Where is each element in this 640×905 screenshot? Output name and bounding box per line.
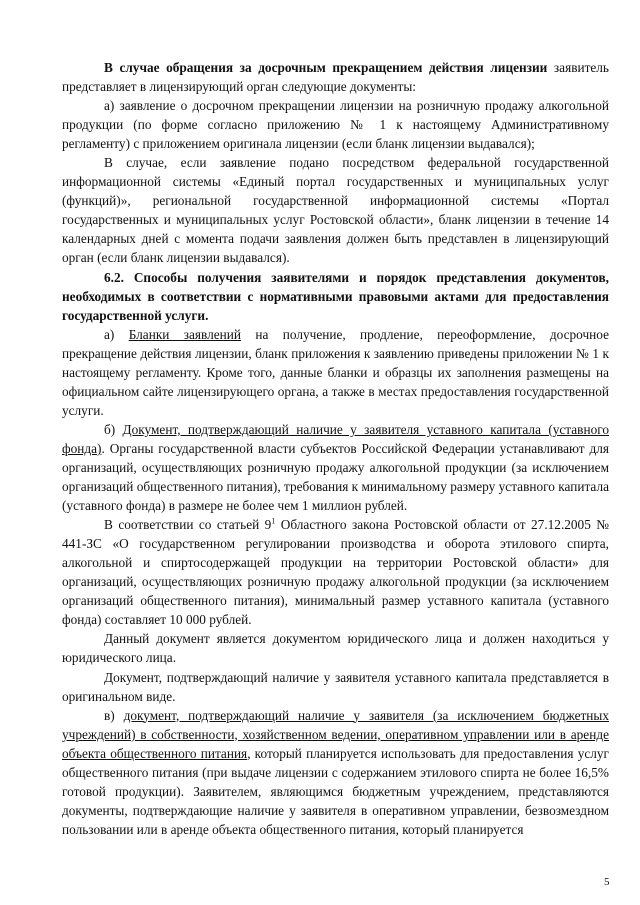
item-v-prefix: в)	[104, 707, 124, 723]
item-a-forms	[62, 325, 609, 420]
item-a-prefix: а)	[104, 326, 129, 342]
early-termination-intro-text: заявитель представляет в лицензирующий орган следующие документы:	[62, 60, 609, 95]
item-a-forms-link[interactable]: Бланки заявлений	[128, 326, 242, 342]
regional-law-text-1: В соответствии со статьей 9	[104, 517, 272, 533]
early-termination-heading: В случае обращения за досрочным прекращением действия лицензии	[104, 60, 548, 75]
item-b-text: . Органы государственной власти субъектов Российской Федерации устанавливают для организаций, осуществляющих розничную продажу алкогольной продукции (за исключением организаций общественного питания), требования к минимальному размеру уставного капитала (уставного фонда) в размере не более чем 1 миллион рублей.	[62, 440, 609, 514]
early-termination-intro	[62, 58, 609, 96]
item-b-prefix: б)	[104, 421, 123, 437]
legal-entity-document: Данный документ является документом юридического лица и должен находиться у юридического лица.	[62, 631, 609, 666]
item-v-text: , который планируется использовать для предоставления услуг общественного питания (при выдаче лицензии с содержанием этилового спирта не более 16,5% готовой продукции). Заявителем, являющимся бюджетным учреждением, представляются документы, подтверждающие наличие у заявителя в оперативном управлении, безвозмездном пользовании или в аренде объекта общественного питания, который планируется	[62, 745, 609, 837]
item-a-text: на получение, продление, переоформление, досрочное прекращение действия лицензии, бланк приложения к заявлению приведены приложении № 1 к настоящему регламенту. Кроме того, данные бланки и образцы их заполнения размещены на официальном сайте лицензирующего органа, а также в местах предоставления государственной услуги.	[62, 326, 609, 418]
item-v-catering-link[interactable]: документ, подтверждающий наличие у заявителя (за исключением бюджетных учреждений) в собственности, хозяйственном ведении, оперативном управлении или в аренде объекта общественного питания	[62, 707, 610, 761]
early-termination-item-a: а) заявление о досрочном прекращении лицензии на розничную продажу алкогольной продукции (по форме согласно приложению № 1 к настоящему Административному регламенту) с приложением оригинала лицензии (если бланк лицензии выдавался);	[62, 98, 609, 152]
article-superscript: 1	[271, 516, 276, 526]
page-body	[62, 58, 609, 839]
item-b-capital	[62, 420, 609, 515]
section-6-2-heading	[62, 268, 609, 325]
section-6-2-heading-text: 6.2. Способы получения заявителями и порядок представления документов, необходимых в соответствии с нормативными правовыми актами для предоставления государственной услуги.	[62, 269, 609, 323]
regional-law-text-2: Областного закона Ростовской области от 27.12.2005 № 441-ЗС «О государственном регулировании производства и оборота этилового спирта, алкогольной и спиртосодержащей продукции на территории Ростовской области» для организаций, осуществляющих розничную продажу алкогольной продукции (за исключением организаций общественного питания), минимальный размер уставного капитала (уставного фонда) составляет 10 000 рублей.	[62, 517, 609, 628]
page-number: 5	[604, 876, 610, 888]
original-document-note: Документ, подтверждающий наличие у заявителя уставного капитала представляется в оригинальном виде.	[62, 669, 609, 704]
item-v-catering	[62, 706, 609, 839]
item-b-capital-link[interactable]: Документ, подтверждающий наличие у заявителя уставного капитала (уставного фонда)	[62, 421, 609, 456]
epgu-submission-note: В случае, если заявление подано посредством федеральной государственной информационной системы «Единый портал государственных и муниципальных услуг (функций)», региональной государственной информационной системы «Портал государственных и муниципальных услуг Ростовской области», бланк лицензии в течение 14 календарных дней с момента подачи заявления должен быть представлен в лицензирующий орган (если бланк лицензии выдавался).	[62, 155, 609, 266]
regional-law-paragraph	[62, 515, 609, 629]
